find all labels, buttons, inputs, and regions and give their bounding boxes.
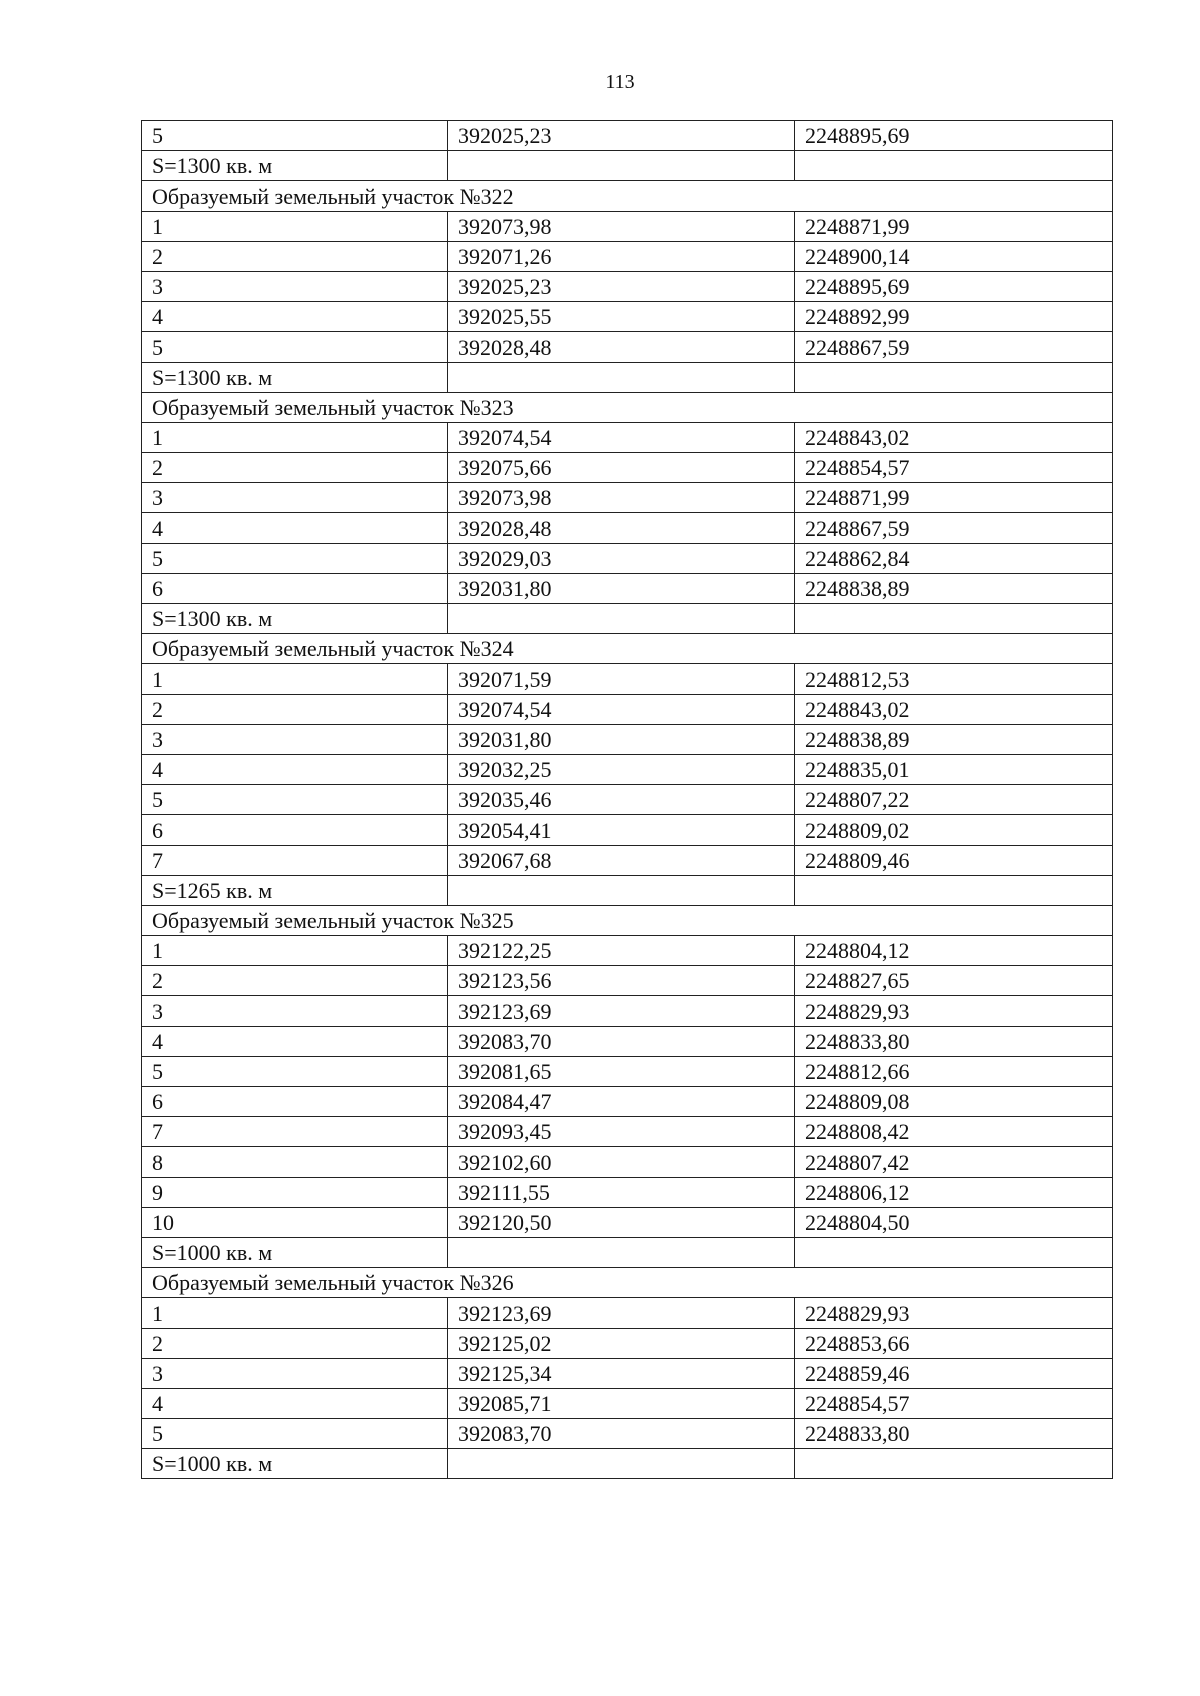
x-coordinate-cell: 392111,55 (448, 1177, 795, 1207)
plot-header-cell: Образуемый земельный участок №324 (142, 634, 1113, 664)
y-coordinate-cell: 2248829,93 (795, 996, 1113, 1026)
coordinate-row (142, 1056, 1113, 1086)
x-coordinate-cell: 392032,25 (448, 754, 795, 784)
x-coordinate-cell: 392123,69 (448, 996, 795, 1026)
coordinate-row (142, 1358, 1113, 1388)
point-number-cell: 4 (142, 754, 448, 784)
coordinate-row (142, 936, 1113, 966)
coordinate-row (142, 422, 1113, 452)
x-coordinate-cell: 392025,23 (448, 271, 795, 301)
point-number-cell: 1 (142, 664, 448, 694)
x-coordinate-cell: 392085,71 (448, 1388, 795, 1418)
empty-cell (448, 362, 795, 392)
y-coordinate-cell: 2248807,42 (795, 1147, 1113, 1177)
x-coordinate-cell: 392125,02 (448, 1328, 795, 1358)
page-number: 113 (605, 71, 635, 93)
empty-cell (448, 151, 795, 181)
coordinate-row (142, 1419, 1113, 1449)
area-row (142, 1237, 1113, 1267)
point-number-cell: 1 (142, 1298, 448, 1328)
coordinate-row (142, 121, 1113, 151)
plot-header-row (142, 634, 1113, 664)
y-coordinate-cell: 2248838,89 (795, 724, 1113, 754)
x-coordinate-cell: 392102,60 (448, 1147, 795, 1177)
empty-cell (795, 875, 1113, 905)
coordinate-row (142, 211, 1113, 241)
plot-header-row (142, 1268, 1113, 1298)
point-number-cell: 7 (142, 845, 448, 875)
area-row (142, 151, 1113, 181)
coordinate-row (142, 785, 1113, 815)
y-coordinate-cell: 2248804,50 (795, 1207, 1113, 1237)
y-coordinate-cell: 2248867,59 (795, 332, 1113, 362)
area-row (142, 1449, 1113, 1479)
empty-cell (448, 1237, 795, 1267)
x-coordinate-cell: 392081,65 (448, 1056, 795, 1086)
point-number-cell: 4 (142, 1026, 448, 1056)
x-coordinate-cell: 392120,50 (448, 1207, 795, 1237)
coordinate-row (142, 271, 1113, 301)
coordinate-row (142, 815, 1113, 845)
empty-cell (795, 362, 1113, 392)
x-coordinate-cell: 392028,48 (448, 332, 795, 362)
point-number-cell: 6 (142, 1087, 448, 1117)
point-number-cell: 5 (142, 1056, 448, 1086)
x-coordinate-cell: 392071,59 (448, 664, 795, 694)
point-number-cell: 2 (142, 1328, 448, 1358)
point-number-cell: 2 (142, 241, 448, 271)
y-coordinate-cell: 2248892,99 (795, 302, 1113, 332)
point-number-cell: 2 (142, 966, 448, 996)
empty-cell (795, 1237, 1113, 1267)
y-coordinate-cell: 2248809,46 (795, 845, 1113, 875)
coordinate-row (142, 754, 1113, 784)
point-number-cell: 2 (142, 694, 448, 724)
y-coordinate-cell: 2248871,99 (795, 211, 1113, 241)
point-number-cell: 5 (142, 121, 448, 151)
coordinate-row (142, 1328, 1113, 1358)
y-coordinate-cell: 2248809,08 (795, 1087, 1113, 1117)
plot-header-row (142, 181, 1113, 211)
coordinate-row (142, 1117, 1113, 1147)
point-number-cell: 6 (142, 573, 448, 603)
y-coordinate-cell: 2248812,66 (795, 1056, 1113, 1086)
x-coordinate-cell: 392054,41 (448, 815, 795, 845)
y-coordinate-cell: 2248843,02 (795, 422, 1113, 452)
point-number-cell: 10 (142, 1207, 448, 1237)
point-number-cell: 5 (142, 543, 448, 573)
x-coordinate-cell: 392031,80 (448, 724, 795, 754)
coordinate-row (142, 332, 1113, 362)
plot-header-row (142, 905, 1113, 935)
point-number-cell: 9 (142, 1177, 448, 1207)
coordinate-row (142, 1388, 1113, 1418)
point-number-cell: 1 (142, 422, 448, 452)
x-coordinate-cell: 392093,45 (448, 1117, 795, 1147)
y-coordinate-cell: 2248812,53 (795, 664, 1113, 694)
x-coordinate-cell: 392083,70 (448, 1026, 795, 1056)
point-number-cell: 5 (142, 785, 448, 815)
x-coordinate-cell: 392028,48 (448, 513, 795, 543)
coordinate-row (142, 694, 1113, 724)
point-number-cell: 4 (142, 1388, 448, 1418)
y-coordinate-cell: 2248835,01 (795, 754, 1113, 784)
plot-header-cell: Образуемый земельный участок №322 (142, 181, 1113, 211)
coordinates-table (141, 120, 1113, 1479)
coordinate-row (142, 1298, 1113, 1328)
point-number-cell: 1 (142, 211, 448, 241)
y-coordinate-cell: 2248833,80 (795, 1026, 1113, 1056)
point-number-cell: 3 (142, 1358, 448, 1388)
y-coordinate-cell: 2248829,93 (795, 1298, 1113, 1328)
plot-header-cell: Образуемый земельный участок №323 (142, 392, 1113, 422)
area-row (142, 875, 1113, 905)
coordinate-row (142, 1026, 1113, 1056)
point-number-cell: 5 (142, 1419, 448, 1449)
area-cell: S=1300 кв. м (142, 151, 448, 181)
x-coordinate-cell: 392067,68 (448, 845, 795, 875)
x-coordinate-cell: 392035,46 (448, 785, 795, 815)
area-cell: S=1265 кв. м (142, 875, 448, 905)
area-cell: S=1000 кв. м (142, 1449, 448, 1479)
x-coordinate-cell: 392083,70 (448, 1419, 795, 1449)
point-number-cell: 4 (142, 302, 448, 332)
point-number-cell: 1 (142, 936, 448, 966)
coordinate-row (142, 1207, 1113, 1237)
point-number-cell: 6 (142, 815, 448, 845)
x-coordinate-cell: 392025,55 (448, 302, 795, 332)
coordinate-row (142, 724, 1113, 754)
area-row (142, 604, 1113, 634)
point-number-cell: 2 (142, 453, 448, 483)
y-coordinate-cell: 2248862,84 (795, 543, 1113, 573)
x-coordinate-cell: 392075,66 (448, 453, 795, 483)
x-coordinate-cell: 392125,34 (448, 1358, 795, 1388)
y-coordinate-cell: 2248854,57 (795, 453, 1113, 483)
x-coordinate-cell: 392123,69 (448, 1298, 795, 1328)
coordinate-row (142, 1147, 1113, 1177)
coordinate-row (142, 996, 1113, 1026)
x-coordinate-cell: 392084,47 (448, 1087, 795, 1117)
y-coordinate-cell: 2248867,59 (795, 513, 1113, 543)
y-coordinate-cell: 2248838,89 (795, 573, 1113, 603)
y-coordinate-cell: 2248859,46 (795, 1358, 1113, 1388)
y-coordinate-cell: 2248804,12 (795, 936, 1113, 966)
x-coordinate-cell: 392123,56 (448, 966, 795, 996)
y-coordinate-cell: 2248900,14 (795, 241, 1113, 271)
x-coordinate-cell: 392122,25 (448, 936, 795, 966)
y-coordinate-cell: 2248895,69 (795, 121, 1113, 151)
y-coordinate-cell: 2248833,80 (795, 1419, 1113, 1449)
point-number-cell: 3 (142, 996, 448, 1026)
x-coordinate-cell: 392025,23 (448, 121, 795, 151)
plot-header-cell: Образуемый земельный участок №326 (142, 1268, 1113, 1298)
coordinate-row (142, 664, 1113, 694)
x-coordinate-cell: 392074,54 (448, 422, 795, 452)
point-number-cell: 5 (142, 332, 448, 362)
coordinate-row (142, 241, 1113, 271)
coordinate-row (142, 966, 1113, 996)
x-coordinate-cell: 392074,54 (448, 694, 795, 724)
y-coordinate-cell: 2248853,66 (795, 1328, 1113, 1358)
x-coordinate-cell: 392031,80 (448, 573, 795, 603)
empty-cell (795, 1449, 1113, 1479)
coordinate-row (142, 543, 1113, 573)
x-coordinate-cell: 392071,26 (448, 241, 795, 271)
coordinates-table-body (142, 121, 1113, 1479)
area-cell: S=1300 кв. м (142, 362, 448, 392)
area-cell: S=1000 кв. м (142, 1237, 448, 1267)
point-number-cell: 3 (142, 271, 448, 301)
y-coordinate-cell: 2248807,22 (795, 785, 1113, 815)
point-number-cell: 3 (142, 724, 448, 754)
y-coordinate-cell: 2248871,99 (795, 483, 1113, 513)
coordinate-row (142, 483, 1113, 513)
y-coordinate-cell: 2248808,42 (795, 1117, 1113, 1147)
x-coordinate-cell: 392029,03 (448, 543, 795, 573)
area-row (142, 362, 1113, 392)
coordinate-row (142, 302, 1113, 332)
point-number-cell: 7 (142, 1117, 448, 1147)
y-coordinate-cell: 2248806,12 (795, 1177, 1113, 1207)
empty-cell (795, 151, 1113, 181)
coordinate-row (142, 1177, 1113, 1207)
coordinate-row (142, 845, 1113, 875)
y-coordinate-cell: 2248843,02 (795, 694, 1113, 724)
x-coordinate-cell: 392073,98 (448, 483, 795, 513)
x-coordinate-cell: 392073,98 (448, 211, 795, 241)
coordinate-row (142, 513, 1113, 543)
point-number-cell: 8 (142, 1147, 448, 1177)
empty-cell (448, 1449, 795, 1479)
coordinate-row (142, 1087, 1113, 1117)
coordinate-row (142, 453, 1113, 483)
y-coordinate-cell: 2248827,65 (795, 966, 1113, 996)
empty-cell (448, 604, 795, 634)
y-coordinate-cell: 2248895,69 (795, 271, 1113, 301)
y-coordinate-cell: 2248854,57 (795, 1388, 1113, 1418)
area-cell: S=1300 кв. м (142, 604, 448, 634)
point-number-cell: 3 (142, 483, 448, 513)
y-coordinate-cell: 2248809,02 (795, 815, 1113, 845)
point-number-cell: 4 (142, 513, 448, 543)
empty-cell (448, 875, 795, 905)
coordinate-row (142, 573, 1113, 603)
plot-header-cell: Образуемый земельный участок №325 (142, 905, 1113, 935)
empty-cell (795, 604, 1113, 634)
plot-header-row (142, 392, 1113, 422)
